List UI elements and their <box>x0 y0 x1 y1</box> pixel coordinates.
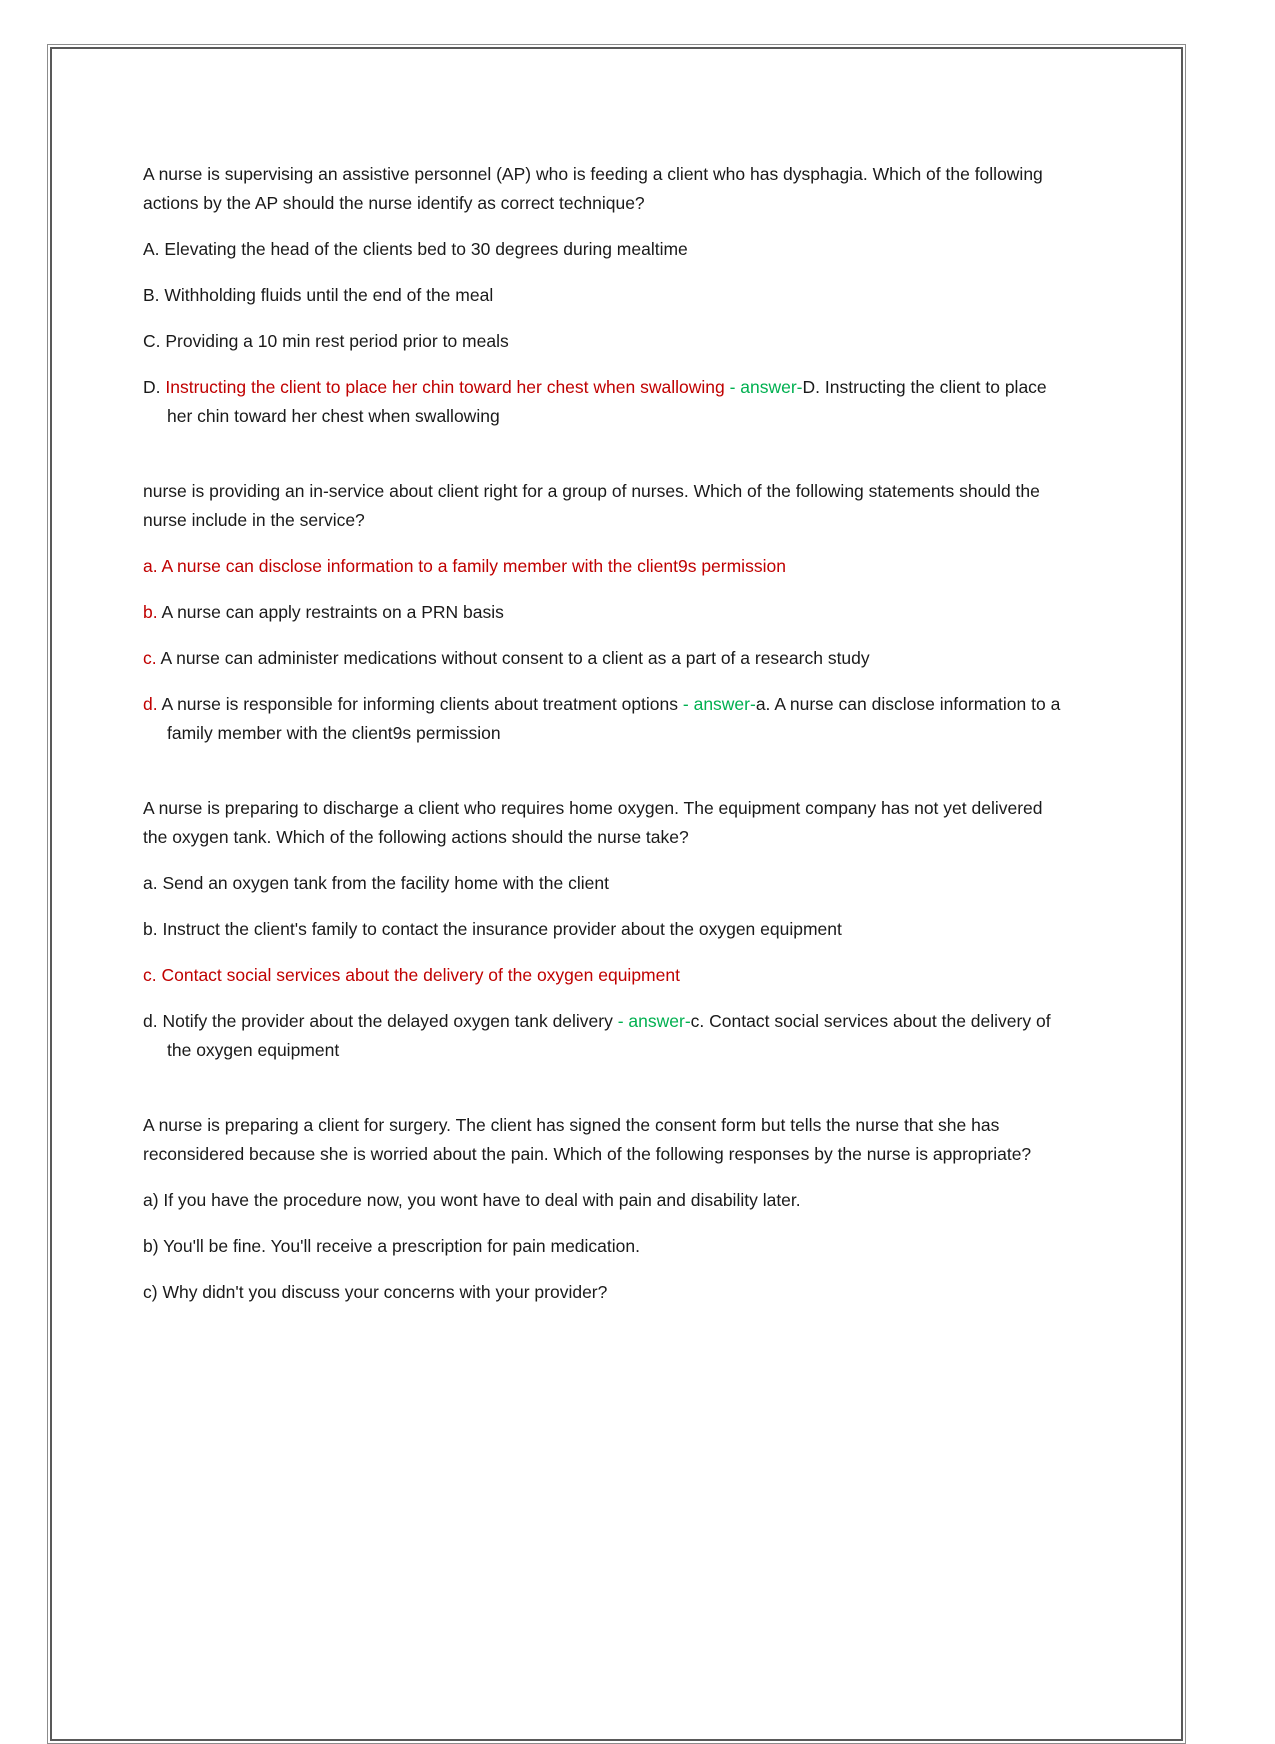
answer-text: D. Instructing the client to place her chin toward her chest when swallowing <box>167 377 1052 426</box>
option-text: A nurse can administer medications without consent to a client as a part of a research study <box>160 648 870 668</box>
answer-option <box>143 961 1068 990</box>
option-text: C. Providing a 10 min rest period prior to meals <box>143 331 509 351</box>
answer-option <box>143 235 1068 264</box>
question-stem: nurse is providing an in-service about client right for a group of nurses. Which of the following statements should the nurse include in the service? <box>143 481 1045 530</box>
answer-option <box>143 373 1068 431</box>
option-marker: d. <box>143 694 162 714</box>
question-block <box>143 477 1068 748</box>
option-text: c) Why didn't you discuss your concerns with your provider? <box>143 1282 608 1302</box>
questions-section <box>143 160 1068 1324</box>
answer-option <box>143 327 1068 356</box>
answer-option <box>143 1186 1068 1215</box>
answer-option <box>143 915 1068 944</box>
option-text-highlighted: c. Contact social services about the delivery of the oxygen equipment <box>143 965 680 985</box>
answer-option <box>143 1232 1068 1261</box>
answer-option <box>143 1007 1068 1065</box>
question-stem: A nurse is supervising an assistive personnel (AP) who is feeding a client who has dysphagia. Which of the following actions by the AP should the nurse identify as correct technique? <box>143 164 1048 213</box>
option-text-highlighted: a. A nurse can disclose information to a family member with the client9s permission <box>143 556 786 576</box>
answer-option <box>143 598 1068 627</box>
question-stem: A nurse is preparing to discharge a client who requires home oxygen. The equipment company has not yet delivered the oxygen tank. Which of the following actions should the nurse take? <box>143 798 1048 847</box>
option-text-highlighted: Instructing the client to place her chin toward her chest when swallowing <box>165 377 730 397</box>
question-block <box>143 794 1068 1065</box>
answer-marker: - answer- <box>682 694 756 714</box>
option-text: b. Instruct the client's family to contact the insurance provider about the oxygen equipment <box>143 919 842 939</box>
question-block <box>143 160 1068 431</box>
option-text: d. Notify the provider about the delayed oxygen tank delivery <box>143 1011 618 1031</box>
option-text: a. Send an oxygen tank from the facility home with the client <box>143 873 609 893</box>
option-text: A nurse is responsible for informing clients about treatment options <box>161 694 683 714</box>
answer-option <box>143 281 1068 310</box>
option-text: B. Withholding fluids until the end of the meal <box>143 285 494 305</box>
answer-option <box>143 869 1068 898</box>
answer-text: a. A nurse can disclose information to a family member with the client9s permission <box>167 694 1066 743</box>
answer-option <box>143 552 1068 581</box>
option-marker: c. <box>143 648 161 668</box>
answer-marker: - answer- <box>617 1011 691 1031</box>
answer-marker: - answer- <box>729 377 803 397</box>
answer-text: c. Contact social services about the delivery of the oxygen equipment <box>167 1011 1056 1060</box>
answer-option <box>143 644 1068 673</box>
question-stem: A nurse is preparing a client for surgery. The client has signed the consent form but tells the nurse that she has reconsidered because she is worried about the pain. Which of the following responses by the nurse is appropriate? <box>143 1115 1032 1164</box>
answer-option <box>143 690 1068 748</box>
option-text: A. Elevating the head of the clients bed to 30 degrees during mealtime <box>143 239 688 259</box>
option-text: A nurse can apply restraints on a PRN basis <box>161 602 504 622</box>
option-marker: D. <box>143 377 166 397</box>
question-block <box>143 1111 1068 1307</box>
answer-option <box>143 1278 1068 1307</box>
option-text: a) If you have the procedure now, you wont have to deal with pain and disability later. <box>143 1190 801 1210</box>
option-text: b) You'll be fine. You'll receive a prescription for pain medication. <box>143 1236 640 1256</box>
option-marker: b. <box>143 602 162 622</box>
